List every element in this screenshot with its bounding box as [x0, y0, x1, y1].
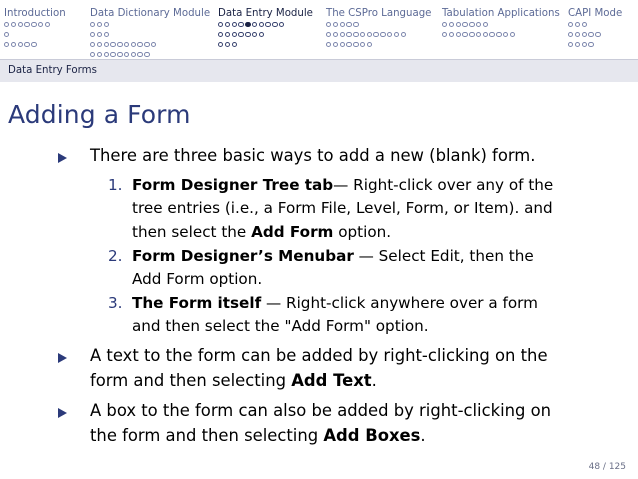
nav-dot[interactable]: [90, 42, 95, 47]
nav-dot[interactable]: [218, 32, 223, 37]
nav-dot[interactable]: [104, 52, 109, 57]
subsection-bar: [0, 60, 638, 82]
nav-dot-row: [218, 22, 313, 30]
nav-dot[interactable]: [144, 52, 149, 57]
nav-dot[interactable]: [90, 32, 95, 37]
nav-dot[interactable]: [90, 22, 95, 27]
enum-line: [132, 175, 553, 196]
nav-section-title: Data Entry Module: [218, 8, 313, 19]
nav-dots: [218, 22, 313, 50]
nav-dot[interactable]: [124, 52, 129, 57]
nav-dot[interactable]: [110, 42, 115, 47]
nav-dot[interactable]: [489, 32, 494, 37]
bullet-bold: Add Boxes: [323, 426, 421, 445]
enum-bold: Form Designer Tree tab: [132, 176, 334, 194]
nav-dot[interactable]: [469, 22, 474, 27]
nav-dot[interactable]: [380, 32, 385, 37]
nav-dot[interactable]: [38, 22, 43, 27]
nav-dot[interactable]: [462, 22, 467, 27]
nav-dot-row: [442, 32, 560, 40]
nav-dot-row: [4, 22, 66, 30]
bullet-triangle-icon: [58, 353, 67, 362]
nav-dot[interactable]: [18, 42, 23, 47]
page-number: 48 / 125: [588, 462, 626, 472]
nav-dot[interactable]: [442, 32, 447, 37]
bullet-text: There are three basic ways to add a new (blank) form.: [90, 146, 536, 165]
nav-dot-row: [4, 32, 66, 40]
nav-dot[interactable]: [401, 32, 406, 37]
nav-dot[interactable]: [265, 22, 270, 27]
nav-dot[interactable]: [456, 22, 461, 27]
nav-dot-row: [218, 42, 313, 50]
nav-dot[interactable]: [4, 22, 9, 27]
nav-dot[interactable]: [326, 22, 331, 27]
nav-dot[interactable]: [218, 22, 223, 27]
nav-dot[interactable]: [595, 32, 600, 37]
enum-line: [132, 293, 538, 314]
nav-dots: [90, 22, 210, 60]
nav-dot-row: [568, 32, 622, 40]
enum-pre: then select the: [132, 223, 252, 241]
nav-dot[interactable]: [110, 52, 115, 57]
nav-dot-row: [568, 42, 622, 50]
nav-dot[interactable]: [232, 32, 237, 37]
nav-dots: [4, 22, 66, 50]
nav-dot[interactable]: [18, 22, 23, 27]
nav-dot[interactable]: [232, 22, 237, 27]
nav-dot[interactable]: [137, 52, 142, 57]
nav-section-introduction[interactable]: [4, 8, 66, 50]
bullet-text: A text to the form can be added by right-clicking on the: [90, 346, 548, 365]
nav-dot[interactable]: [326, 32, 331, 37]
nav-dot[interactable]: [245, 32, 250, 37]
nav-dot[interactable]: [373, 32, 378, 37]
nav-dot[interactable]: [588, 32, 593, 37]
nav-dot[interactable]: [462, 32, 467, 37]
section-navigation: [0, 0, 638, 60]
nav-section-cspro-language[interactable]: [326, 8, 431, 50]
nav-dot[interactable]: [31, 22, 36, 27]
bullet-triangle-icon: [58, 153, 67, 162]
nav-dot[interactable]: [340, 42, 345, 47]
nav-dot[interactable]: [582, 32, 587, 37]
nav-dot[interactable]: [131, 52, 136, 57]
nav-dot-row: [326, 42, 431, 50]
nav-dot[interactable]: [353, 42, 358, 47]
nav-dot[interactable]: [456, 32, 461, 37]
enum-number: 1.: [108, 176, 123, 194]
nav-dot[interactable]: [218, 42, 223, 47]
nav-dot[interactable]: [575, 42, 580, 47]
nav-dot[interactable]: [333, 32, 338, 37]
enum-rest: — Select Edit, then the: [353, 247, 534, 265]
nav-dot-row: [218, 32, 313, 40]
nav-dot[interactable]: [117, 52, 122, 57]
bullet-pre: the form and then selecting: [90, 426, 324, 445]
nav-dot[interactable]: [476, 32, 481, 37]
nav-dot[interactable]: [394, 32, 399, 37]
nav-dot[interactable]: [442, 22, 447, 27]
nav-section-title: The CSPro Language: [326, 8, 432, 19]
nav-dot[interactable]: [483, 22, 488, 27]
nav-section-capi-mode[interactable]: [568, 8, 622, 50]
nav-dot-row: [90, 22, 210, 30]
nav-dot[interactable]: [24, 42, 29, 47]
nav-dot-row: [442, 22, 560, 30]
bullet-text: [90, 370, 377, 392]
nav-dot[interactable]: [279, 22, 284, 27]
nav-dot[interactable]: [144, 42, 149, 47]
nav-section-title: Introduction: [4, 8, 66, 19]
nav-dot[interactable]: [387, 32, 392, 37]
nav-dot[interactable]: [360, 42, 365, 47]
nav-dots: [442, 22, 560, 40]
nav-dot[interactable]: [104, 32, 109, 37]
nav-dot[interactable]: [582, 22, 587, 27]
nav-dot[interactable]: [90, 52, 95, 57]
enum-rest: — Right-click over any of the: [333, 176, 554, 194]
nav-dot[interactable]: [496, 32, 501, 37]
nav-dot[interactable]: [104, 22, 109, 27]
enum-bold: Form Designer’s Menubar: [132, 247, 354, 265]
nav-dot[interactable]: [252, 22, 257, 27]
bullet-bold: Add Text: [291, 371, 372, 390]
nav-dot[interactable]: [326, 42, 331, 47]
bullet-triangle-icon: [58, 408, 67, 417]
nav-dot[interactable]: [225, 22, 230, 27]
nav-section-tabulation[interactable]: [442, 8, 560, 40]
nav-dot[interactable]: [353, 22, 358, 27]
nav-dot[interactable]: [11, 42, 16, 47]
bullet-pre: form and then selecting: [90, 371, 292, 390]
nav-dot-row: [326, 32, 431, 40]
nav-dot[interactable]: [4, 32, 9, 37]
enum-number: 2.: [108, 247, 123, 265]
nav-dot[interactable]: [483, 32, 488, 37]
nav-dot[interactable]: [476, 22, 481, 27]
enum-bold: The Form itself: [132, 294, 262, 312]
nav-dot[interactable]: [225, 42, 230, 47]
nav-dot[interactable]: [45, 22, 50, 27]
bullet-text: [90, 425, 426, 447]
nav-dot[interactable]: [252, 32, 257, 37]
nav-dot[interactable]: [4, 42, 9, 47]
nav-dot[interactable]: [97, 22, 102, 27]
nav-dot[interactable]: [131, 42, 136, 47]
nav-dot[interactable]: [97, 42, 102, 47]
nav-dot[interactable]: [333, 22, 338, 27]
nav-dot[interactable]: [367, 32, 372, 37]
nav-dot[interactable]: [346, 22, 351, 27]
nav-dot[interactable]: [340, 32, 345, 37]
nav-dots: [568, 22, 622, 50]
nav-dot[interactable]: [346, 32, 351, 37]
nav-dot[interactable]: [568, 22, 573, 27]
nav-dot[interactable]: [104, 42, 109, 47]
nav-dot[interactable]: [225, 32, 230, 37]
nav-dot[interactable]: [469, 32, 474, 37]
enum-line: [132, 222, 391, 243]
nav-dot[interactable]: [97, 52, 102, 57]
nav-dot[interactable]: [238, 32, 243, 37]
nav-dot[interactable]: [449, 22, 454, 27]
nav-dot[interactable]: [117, 42, 122, 47]
nav-dot[interactable]: [232, 42, 237, 47]
enum-line: and then select the "Add Form" option.: [132, 317, 429, 335]
nav-dots: [326, 22, 431, 50]
bullet-post: .: [371, 371, 377, 390]
enum-rest: — Right-click anywhere over a form: [261, 294, 538, 312]
nav-dot[interactable]: [568, 32, 573, 37]
nav-dot-current[interactable]: [245, 22, 250, 27]
nav-dot[interactable]: [346, 42, 351, 47]
nav-dot[interactable]: [259, 32, 264, 37]
nav-section-data-entry[interactable]: [218, 8, 313, 50]
nav-dot-row: [90, 32, 210, 40]
nav-dot[interactable]: [360, 32, 365, 37]
bullet-post: .: [420, 426, 426, 445]
enum-line: [132, 246, 534, 267]
nav-section-title: CAPI Mode: [568, 8, 623, 19]
enum-line: tree entries (i.e., a Form File, Level, Form, or Item). and: [132, 199, 553, 217]
nav-dot[interactable]: [259, 22, 264, 27]
nav-dot[interactable]: [333, 42, 338, 47]
frame-title: Adding a Form: [8, 100, 191, 129]
nav-dot[interactable]: [353, 32, 358, 37]
enum-line: Add Form option.: [132, 270, 263, 288]
bullet-text: A box to the form can also be added by right-clicking on: [90, 401, 552, 420]
nav-dot-row: [90, 42, 210, 50]
nav-dot[interactable]: [11, 22, 16, 27]
nav-dot[interactable]: [151, 42, 156, 47]
nav-dot-row: [326, 22, 431, 30]
nav-dot-row: [568, 22, 622, 30]
nav-dot-row: [4, 42, 66, 50]
nav-dot[interactable]: [588, 42, 593, 47]
nav-dot[interactable]: [503, 32, 508, 37]
enum-post: option.: [333, 223, 392, 241]
nav-section-title: Tabulation Applications: [442, 8, 560, 19]
subsection-title[interactable]: Data Entry Forms: [8, 65, 97, 76]
nav-dot[interactable]: [449, 32, 454, 37]
nav-dot[interactable]: [97, 32, 102, 37]
nav-dot[interactable]: [124, 42, 129, 47]
nav-dot[interactable]: [510, 32, 515, 37]
nav-dot[interactable]: [238, 22, 243, 27]
nav-dot[interactable]: [367, 42, 372, 47]
nav-dot[interactable]: [568, 42, 573, 47]
nav-dot[interactable]: [272, 22, 277, 27]
nav-dot[interactable]: [31, 42, 36, 47]
nav-dot[interactable]: [575, 32, 580, 37]
nav-dot[interactable]: [137, 42, 142, 47]
nav-dot[interactable]: [582, 42, 587, 47]
nav-section-data-dictionary[interactable]: [90, 8, 210, 60]
nav-section-title: Data Dictionary Module: [90, 8, 211, 19]
nav-dot[interactable]: [340, 22, 345, 27]
nav-dot[interactable]: [575, 22, 580, 27]
enum-bold: Add Form: [251, 223, 334, 241]
enum-number: 3.: [108, 294, 123, 312]
nav-dot[interactable]: [24, 22, 29, 27]
